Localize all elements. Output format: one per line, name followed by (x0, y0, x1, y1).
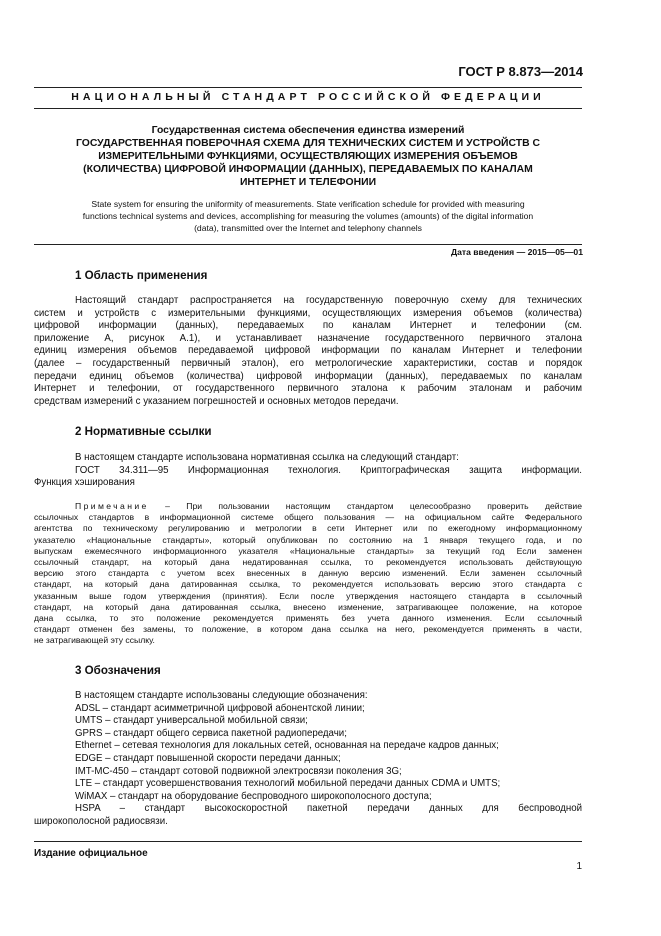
note-line: указанным выше годом утверждения (принятия). Если после утверждения настоящего стандарта в ссылочный (34, 590, 582, 601)
english-title-line: (data), transmitted over the Internet and telephony channels (194, 223, 422, 233)
header-rule-bottom (34, 108, 582, 109)
note-line: стандарт отменен без замены, то положение, в котором дана ссылка на него, рекомендуется применять в части, (34, 624, 582, 635)
note-line: ссылочных стандартов в информационной системе общего пользования — на официальном сайте Федерального (34, 512, 582, 523)
body-line: Настоящий стандарт распространяется на государственную поверочную схему для технических (75, 295, 582, 306)
section-2-heading: 2 Нормативные ссылки (75, 425, 212, 438)
title-line: Государственная система обеспечения единства измерений (151, 125, 465, 136)
note-line: ссылочный стандарт, на который дана недатированная ссылка, то рекомендуется использовать действующую (34, 557, 582, 568)
date-rule (34, 244, 582, 245)
document-title (34, 124, 582, 189)
abbreviation-item: HSPA – стандарт высокоскоростной пакетной передачи данных для беспроводной (75, 803, 582, 815)
national-standard-label: НАЦИОНАЛЬНЫЙ СТАНДАРТ РОССИЙСКОЙ ФЕДЕРАЦИИ (71, 91, 545, 103)
english-title (34, 198, 582, 234)
section-3-body (34, 690, 582, 829)
body-line: цифровой информации (данных), передаваемых по каналам Интернет и телефонии (см. (34, 320, 582, 332)
note-line: стандарт, на который дана датированная ссылка, то рекомендуется использовать версию этого стандарта с (34, 579, 582, 590)
section-1-body (34, 295, 582, 408)
body-line: передачи единиц объемов (количества) цифровой информации (данных), передаваемых по каналам (34, 370, 582, 382)
standard-code: ГОСТ Р 8.873—2014 (458, 64, 583, 79)
header-rule-top (34, 87, 582, 88)
abbreviation-item: EDGE – стандарт повышенной скорости передачи данных; (75, 752, 341, 764)
abbreviation-item: ADSL – стандарт асимметричной цифровой абонентской линии; (75, 702, 365, 714)
english-title-line: State system for ensuring the uniformity of measurements. State verification schedule for provided with measuring (91, 199, 525, 209)
note-line: стандарт, на который дана датированная ссылка, внесено изменение, затрагивающее положение, на которое (34, 601, 582, 612)
body-line: Интернет и телефонии, от государственного первичного эталона к рабочим эталонам и рабочим (34, 383, 582, 395)
body-line: систем и устройств с измерительными функциями, осуществляющих измерения объемов (количества) (34, 307, 582, 319)
abbreviation-item: IMT-MC-450 – стандарт сотовой подвижной электросвязи поколения 3G; (75, 765, 402, 777)
note-first-line (34, 501, 582, 512)
body-line: В настоящем стандарте использована нормативная ссылка на следующий стандарт: (75, 452, 459, 463)
body-line: Функция хэширования (34, 477, 135, 489)
section-2-note (34, 501, 582, 647)
title-line: ИЗМЕРИТЕЛЬНЫМИ ФУНКЦИЯМИ, ОСУЩЕСТВЛЯЮЩИХ ИЗМЕРЕНИЯ ОБЪЕМОВ (98, 151, 518, 162)
note-line: выпускам ежемесячного информационного указателя «Национальные стандарты» за текущий год Если заменен (34, 545, 582, 556)
title-line: ГОСУДАРСТВЕННАЯ ПОВЕРОЧНАЯ СХЕМА ДЛЯ ТЕХНИЧЕСКИХ СИСТЕМ И УСТРОЙСТВ С (75, 138, 540, 149)
body-line: единиц измерения объемов передаваемой цифровой информации по каналам Интернет и телефонии (34, 345, 582, 357)
abbreviation-item: UMTS – стандарт универсальной мобильной связи; (75, 715, 308, 727)
note-line: не затрагивающей эту ссылку. (34, 635, 155, 646)
note-line: версию этого стандарта с учетом всех внесенных в данную версию изменений. Если заменен ссылочный (34, 568, 582, 579)
footer-rule (34, 841, 582, 842)
note-line: дана ссылка, то это положение рекомендуется применять без учета данного изменения. Если ссылочный (34, 613, 582, 624)
note-label: Примечание (75, 501, 149, 511)
body-line: В настоящем стандарте использованы следующие обозначения: (75, 690, 368, 701)
body-line: ГОСТ 34.311—95 Информационная технология. Криптографическая защита информации. (75, 464, 582, 476)
abbreviation-item: WiMAX – стандарт на оборудование беспроводного широкополосного доступа; (75, 790, 432, 802)
title-line: ИНТЕРНЕТ И ТЕЛЕФОНИИ (239, 177, 377, 188)
section-1-heading: 1 Область применения (75, 269, 208, 282)
body-line: широкополосной радиосвязи. (34, 815, 168, 827)
note-line: агентства по техническому регулированию и метрологии в сети Интернет или по ежегодному информационному (34, 523, 582, 534)
english-title-line: functions technical systems and devices, accomplishing for measuring the volumes (amounts) of the digital information (82, 211, 534, 221)
abbreviation-item: LTE – стандарт усовершенствования технологий мобильной передачи данных CDMA и UMTS; (75, 778, 501, 790)
body-line: средствам измерений с указанием погрешностей и основных методов передачи. (34, 395, 399, 407)
title-line: (КОЛИЧЕСТВА) ЦИФРОВОЙ ИНФОРМАЦИИ (ДАННЫХ), ПЕРЕДАВАЕМЫХ ПО КАНАЛАМ (83, 164, 533, 175)
section-2-body (34, 452, 582, 490)
abbreviation-item: Ethernet – сетевая технология для локальных сетей, основанная на передаче кадров данных; (75, 740, 499, 752)
section-3-heading: 3 Обозначения (75, 664, 161, 677)
introduction-date: Дата введения — 2015—05—01 (450, 247, 583, 257)
note-line: указателю «Национальные стандарты», который опубликован по состоянию на 1 января текущего года, и по (34, 534, 582, 545)
body-line: (далее – государственный первичный эталон), его метрологические характеристики, состав и порядок (34, 357, 582, 369)
page-number: 1 (576, 861, 582, 872)
note-text: – При пользовании настоящим стандартом целесообразно проверить действие (148, 501, 582, 511)
body-line: приложение А, рисунок А.1), и устанавливает назначение государственного первичного эталона (34, 332, 582, 344)
edition-label: Издание официальное (34, 848, 148, 859)
abbreviation-item: GPRS – стандарт общего сервиса пакетной радиопередачи; (75, 727, 347, 739)
